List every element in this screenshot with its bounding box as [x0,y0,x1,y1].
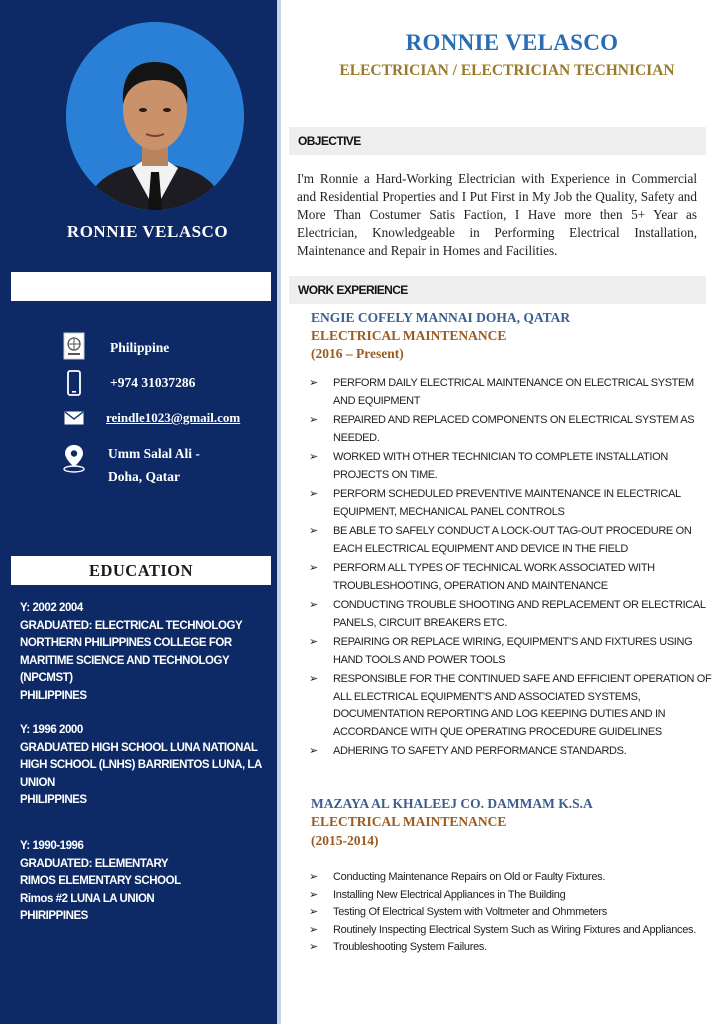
contact-email-link[interactable]: reindle1023@gmail.com [106,410,241,425]
objective-heading: OBJECTIVE [289,127,706,155]
bullet-arrow-icon: ➢ [309,906,318,918]
bullet-arrow-icon: ➢ [309,888,318,901]
location-pin-icon [62,444,86,472]
profile-photo [66,22,244,210]
bullet-arrow-icon: ➢ [309,451,318,463]
education-line: UNION [20,776,55,789]
contact-location-text: Philippine [110,340,170,355]
bullet-arrow-icon: ➢ [309,941,318,953]
sidebar [0,0,281,1024]
duty-text: Installing New Electrical Appliances in The Building [333,888,566,901]
list-item [309,634,714,669]
job-company: ENGIE COFELY MANNAI DOHA, QATAR [311,310,571,325]
education-line: HIGH SCHOOL (LNHS) BARRIENTOS LUNA, LA [20,759,262,772]
duty-text: Conducting Maintenance Repairs on Old or Faulty Fixtures. [333,871,606,883]
bullet-arrow-icon: ➢ [309,599,318,611]
education-line: (NPCMST) [20,672,73,685]
mail-icon [62,404,86,432]
duty-text: PERFORM DAILY ELECTRICAL MAINTENANCE ON ELECTRICAL SYSTEM AND EQUIPMENT [333,377,694,407]
contact-address-line1: Umm Salal Ali - [108,446,200,461]
resume-name-heading: RONNIE VELASCO [405,30,619,55]
duty-text: PERFORM ALL TYPES OF TECHNICAL WORK ASSOCIATED WITH TROUBLESHOOTING, OPERATION AND MAINTENANCE [333,562,655,592]
bullet-arrow-icon: ➢ [309,525,318,537]
list-item [309,560,714,595]
job-dates: (2016 – Present) [311,346,404,361]
passport-icon [62,332,86,360]
education-entry-highschool [20,722,272,810]
list-item [309,939,714,957]
duty-text: WORKED WITH OTHER TECHNICIAN TO COMPLETE INSTALLATION PROJECTS ON TIME. [333,451,668,481]
duty-text: Routinely Inspecting Electrical System Such as Wiring Fixtures and Appliances. [333,923,696,936]
education-entry-college [20,600,272,706]
job-title: ELECTRICAL MAINTENANCE [311,328,507,343]
bullet-arrow-icon: ➢ [309,923,318,936]
list-item [309,412,714,447]
education-line: PHILIPPINES [20,794,87,807]
bullet-arrow-icon: ➢ [309,377,318,389]
job-dates: (2015-2014) [311,833,379,848]
education-entry-elementary [20,838,272,926]
bullet-arrow-icon: ➢ [309,871,318,883]
education-line: Y: 2002 2004 [20,602,83,614]
education-line: Rimos #2 LUNA LA UNION [20,892,155,905]
list-item [309,523,714,558]
duty-text: REPAIRING OR REPLACE WIRING, EQUIPMENT’S AND FIXTURES USING HAND TOOLS AND POWER TOOLS [333,636,693,666]
work-experience-heading: WORK EXPERIENCE [289,276,706,304]
education-line: NORTHERN PHILIPPINES COLLEGE FOR [20,637,232,650]
phone-icon [62,369,86,397]
duty-text: RESPONSIBLE FOR THE CONTINUED SAFE AND EFFICIENT OPERATION OF ALL ELECTRICAL EQUIPMENT’S AND ASSOCIATED SYSTEMS, DOCUMENTATION REPORTING AND LOG KEEPING DUTIES AND IN ACCORDANCE WITH QUE OPERATING PROCEDURE GUIDELINES [333,673,712,738]
job-title: ELECTRICAL MAINTENANCE [311,814,507,829]
education-line: GRADUATED: ELECTRICAL TECHNOLOGY [20,619,243,632]
duty-text: PERFORM SCHEDULED PREVENTIVE MAINTENANCE IN ELECTRICAL EQUIPMENT, MECHANICAL PANEL CONTROLS [333,488,681,518]
list-item [309,486,714,521]
duty-text: CONDUCTING TROUBLE SHOOTING AND REPLACEMENT OR ELECTRICAL PANELS, CIRCUIT BREAKERS ETC. [333,599,706,629]
list-item [309,869,714,887]
contact-address-line2: Doha, Qatar [108,469,180,484]
bullet-arrow-icon: ➢ [309,562,318,574]
sidebar-divider-bar [11,272,271,301]
bullet-arrow-icon: ➢ [309,745,318,757]
education-line: GRADUATED HIGH SCHOOL LUNA NATIONAL [20,741,258,754]
job-duties-list [309,869,714,957]
education-line: Y: 1990-1996 [20,840,84,852]
list-item [309,597,714,632]
bullet-arrow-icon: ➢ [309,673,318,685]
list-item [309,671,714,741]
bullet-arrow-icon: ➢ [309,488,318,500]
bullet-arrow-icon: ➢ [309,414,318,426]
list-item [309,375,714,410]
education-line: GRADUATED: ELEMENTARY [20,857,169,870]
duty-text: Testing Of Electrical System with Voltmeter and Ohmmeters [333,906,607,918]
education-line: Y: 1996 2000 [20,724,83,736]
education-line: RIMOS ELEMENTARY SCHOOL [20,875,181,888]
education-line: MARITIME SCIENCE AND TECHNOLOGY [20,654,230,667]
duty-text: ADHERING TO SAFETY AND PERFORMANCE STANDARDS. [333,745,627,757]
resume-role-subtitle: ELECTRICIAN / ELECTRICIAN TECHNICIAN [339,62,675,79]
objective-text: I'm Ronnie a Hard-Working Electrician with Experience in Commercial and Residential Properties and I Put First in My Job the Quality, Safety and More Than Costumer Satis Faction, I Have more then 5+ Year as Electrician, Knowledgeable in Performing Electrical Installation, Maintenance and Repair in Homes and Facilities. [297,171,697,258]
bullet-arrow-icon: ➢ [309,636,318,648]
list-item [309,922,714,940]
list-item [309,904,714,922]
contact-phone-text: +974 31037286 [110,375,196,390]
list-item [309,887,714,905]
list-item [309,449,714,484]
education-line: PHIRIPPINES [20,910,88,923]
sidebar-name: RONNIE VELASCO [66,222,229,241]
education-line: PHILIPPINES [20,689,87,702]
duty-text: BE ABLE TO SAFELY CONDUCT A LOCK-OUT TAG-OUT PROCEDURE ON EACH ELECTRICAL EQUIPMENT AND DEVICE IN THE FIELD [333,525,692,555]
job-duties-list [309,375,714,763]
job-company: MAZAYA AL KHALEEJ CO. DAMMAM K.S.A [311,796,593,811]
duty-text: Troubleshooting System Failures. [333,941,487,953]
list-item [309,743,714,761]
education-heading: EDUCATION [11,556,271,585]
duty-text: REPAIRED AND REPLACED COMPONENTS ON ELECTRICAL SYSTEM AS NEEDED. [333,414,695,444]
